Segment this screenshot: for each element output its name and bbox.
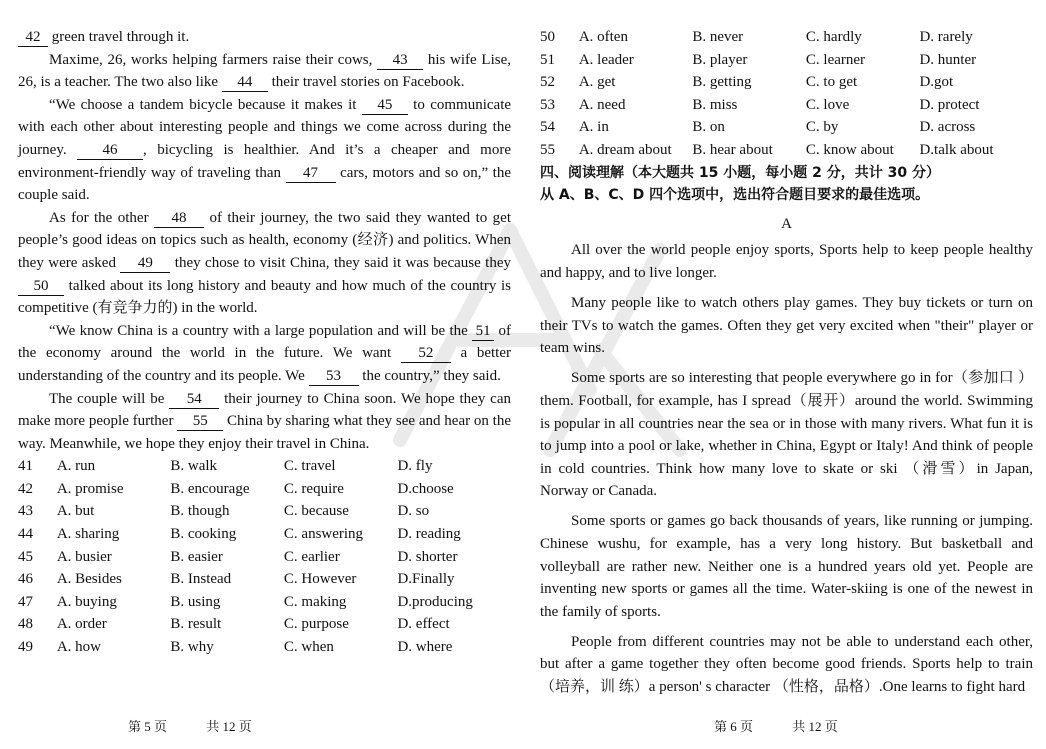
reading-paragraph: Many people like to watch others play games. They buy tickets or turn on their TVs to watch the games. Often they get very excited when "their" player or team wins. bbox=[540, 295, 1033, 357]
option-number: 54 bbox=[540, 119, 555, 136]
left-page bbox=[18, 26, 511, 659]
option-d: D.choose bbox=[397, 480, 454, 497]
option-c: C. hardly bbox=[805, 29, 862, 45]
option-a: A. busier bbox=[56, 548, 112, 565]
blank-45: 45 bbox=[362, 97, 408, 115]
option-d: D. hunter bbox=[919, 51, 977, 68]
footer-left bbox=[128, 716, 252, 735]
option-row bbox=[540, 116, 1033, 139]
option-row bbox=[540, 49, 1033, 72]
passage-line-first: 42 green travel through it. bbox=[18, 26, 511, 49]
passage-paragraph-2: “We choose a tandem bicycle because it makes it 45 to communicate with each other about interesting people and things we come across during the journey. 46 , bicycling is healthier. And it’s a cheaper and more environment-friendly way of traveling than 47 cars, motors and so on,” the couple said. bbox=[18, 96, 512, 204]
option-c: C. making bbox=[283, 593, 347, 610]
option-d: D. fly bbox=[397, 458, 433, 475]
section-instructions: 从 A、B、C、D 四个选项中，选出符合题目要求的最佳选项。 bbox=[540, 187, 930, 204]
option-d: D. protect bbox=[919, 96, 980, 113]
blank-47: 47 bbox=[286, 165, 336, 183]
option-d: D. effect bbox=[397, 616, 450, 633]
passage-paragraph-1: Maxime, 26, works helping farmers raise their cows, 43 his wife Lise, 26, is a teacher. The two also like 44 their travel stories on Facebook. bbox=[18, 51, 511, 91]
option-b: B. though bbox=[170, 503, 230, 520]
option-c: C. love bbox=[805, 96, 850, 113]
answer-options-50-55 bbox=[540, 26, 1033, 162]
passage-paragraph-4: “We know China is a country with a large population and will be the 51 of the economy around the world in the future. We want 52 a better understanding of the country and its people. We 53 the country,” they said. bbox=[18, 322, 512, 384]
option-a: A. promise bbox=[56, 480, 124, 497]
option-c: C. to get bbox=[805, 74, 858, 91]
option-a: A. how bbox=[56, 639, 101, 656]
option-d: D. shorter bbox=[397, 548, 458, 565]
option-number: 53 bbox=[540, 96, 555, 113]
reading-paragraph: Some sports are so interesting that people everywhere go in for（参加口 ） them. Football, for example, has I spread（展开）around the world. Swimming is popular in all countries near the sea or in those with many rivers. What fun it is to jump into a pool or lake, whether in China, Egypt or Italy! And think of people in cold countries. Think how many love to skate or ski （滑雪）in Japan, Norway or Canada. bbox=[540, 370, 1033, 500]
passage-paragraph-5: The couple will be 54 their journey to China soon. We hope they can make more people further 55 China by sharing what they see and hear on the way. Meanwhile, we hope they enjoy their travel in China. bbox=[18, 390, 511, 452]
option-number: 44 bbox=[18, 526, 33, 543]
option-b: B. result bbox=[170, 616, 222, 633]
option-b: B. player bbox=[692, 51, 748, 68]
option-a: A. need bbox=[578, 96, 626, 113]
blank-54: 54 bbox=[169, 391, 219, 409]
option-a: A. often bbox=[578, 29, 628, 45]
option-c: C. purpose bbox=[283, 616, 349, 633]
page-total: 共 12 页 bbox=[206, 719, 252, 734]
page-total: 共 12 页 bbox=[792, 719, 838, 734]
option-d: D.producing bbox=[397, 593, 473, 610]
option-a: A. dream about bbox=[578, 141, 672, 158]
option-b: B. walk bbox=[170, 458, 218, 475]
option-row bbox=[18, 636, 511, 659]
option-number: 46 bbox=[18, 571, 33, 588]
blank-52: 52 bbox=[401, 345, 451, 363]
option-b: B. Instead bbox=[170, 571, 232, 588]
blank-44: 44 bbox=[222, 74, 268, 92]
option-c: C. know about bbox=[805, 141, 894, 158]
option-b: B. using bbox=[170, 593, 221, 610]
blank-51: 51 bbox=[472, 323, 494, 341]
option-row bbox=[540, 26, 1033, 49]
blank-53: 53 bbox=[309, 368, 359, 386]
option-row bbox=[18, 568, 511, 591]
option-a: A. leader bbox=[578, 51, 634, 68]
option-number: 47 bbox=[18, 593, 33, 610]
option-b: B. why bbox=[170, 639, 214, 656]
reading-paragraph: All over the world people enjoy sports, Sports help to keep people healthy and happy, and to live longer. bbox=[540, 242, 1033, 281]
option-row bbox=[540, 94, 1033, 117]
option-row bbox=[18, 523, 511, 546]
option-b: B. hear about bbox=[692, 141, 773, 158]
footer-right bbox=[714, 716, 838, 735]
option-d: D. where bbox=[397, 639, 453, 656]
option-number: 48 bbox=[18, 616, 33, 633]
option-c: C. require bbox=[283, 480, 344, 497]
option-b: B. on bbox=[692, 119, 725, 136]
option-row bbox=[540, 139, 1033, 162]
option-c: C. by bbox=[805, 119, 839, 136]
blank-46: 46 bbox=[77, 142, 143, 160]
blank-49: 49 bbox=[120, 255, 170, 273]
option-c: C. when bbox=[283, 639, 334, 656]
blank-55: 55 bbox=[177, 413, 223, 431]
option-b: B. miss bbox=[692, 96, 738, 113]
option-row bbox=[18, 478, 511, 501]
reading-paragraph: People from different countries may not be able to understand each other, but after a game together they often become good friends. Sports help to train（培养，训 练）a person' s character （性格，品格）.One learns to fight hard bbox=[540, 633, 1033, 696]
option-d: D. rarely bbox=[919, 29, 973, 45]
blank-43: 43 bbox=[377, 52, 423, 70]
passage-label: A bbox=[781, 215, 792, 232]
option-a: A. buying bbox=[56, 593, 117, 610]
option-row bbox=[18, 500, 511, 523]
option-c: C. learner bbox=[805, 51, 866, 68]
reading-paragraph: Some sports or games go back thousands of years, like running or jumping. Chinese wushu, for example, has a very long history. But basketball and volleyball are rather new. Neither one is a hundred years old yet. People are inventing new sports or games all the time. Water-skiing is one of the newest in the family of sports. bbox=[540, 513, 1033, 620]
blank-42: 42 bbox=[18, 29, 48, 47]
option-number: 42 bbox=[18, 480, 33, 497]
option-b: B. encourage bbox=[170, 480, 250, 497]
page-number: 第 5 页 bbox=[128, 719, 168, 734]
section-title: 四、阅读理解（本大题共 15 小题，每小题 2 分，共计 30 分） bbox=[540, 164, 940, 181]
option-d: D. reading bbox=[397, 526, 461, 543]
option-row bbox=[18, 591, 511, 614]
option-a: A. order bbox=[56, 616, 107, 633]
option-c: C. travel bbox=[283, 458, 336, 475]
option-number: 45 bbox=[18, 548, 33, 565]
passage-paragraph-3: As for the other 48 of their journey, the two said they wanted to get people’s good ideas on topics such as health, economy (经济) and politics. When they were asked 49 they chose to visit China, they said it was because they 50 talked about its long history and beauty and how much of the country is competitive (有竞争力的) in the world. bbox=[18, 209, 512, 317]
option-number: 43 bbox=[18, 503, 33, 520]
option-number: 52 bbox=[540, 74, 555, 91]
option-number: 41 bbox=[18, 458, 33, 475]
option-number: 51 bbox=[540, 51, 555, 68]
option-number: 50 bbox=[540, 29, 555, 45]
right-page bbox=[540, 26, 1033, 706]
option-b: B. never bbox=[692, 29, 744, 45]
option-a: A. run bbox=[56, 458, 96, 475]
option-row bbox=[18, 546, 511, 569]
option-d: D. across bbox=[919, 119, 976, 136]
option-row bbox=[18, 613, 511, 636]
option-d: D.talk about bbox=[919, 141, 994, 158]
option-c: C. because bbox=[283, 503, 349, 520]
blank-50: 50 bbox=[18, 278, 64, 296]
option-a: A. get bbox=[578, 74, 616, 91]
option-a: A. but bbox=[56, 503, 95, 520]
option-d: D.Finally bbox=[397, 571, 455, 588]
option-number: 55 bbox=[540, 141, 555, 158]
option-c: C. However bbox=[283, 571, 357, 588]
option-a: A. in bbox=[578, 119, 609, 136]
option-b: B. getting bbox=[692, 74, 752, 91]
option-b: B. easier bbox=[170, 548, 223, 565]
option-a: A. sharing bbox=[56, 526, 120, 543]
option-d: D.got bbox=[919, 74, 954, 91]
option-a: A. Besides bbox=[56, 571, 122, 588]
option-c: C. answering bbox=[283, 526, 364, 543]
option-number: 49 bbox=[18, 639, 33, 656]
answer-options-41-49 bbox=[18, 455, 511, 658]
option-c: C. earlier bbox=[283, 548, 340, 565]
option-b: B. cooking bbox=[170, 526, 237, 543]
page-number: 第 6 页 bbox=[714, 719, 754, 734]
option-d: D. so bbox=[397, 503, 430, 520]
option-row bbox=[18, 455, 511, 478]
reading-passage-a bbox=[540, 239, 1033, 698]
option-row bbox=[540, 71, 1033, 94]
blank-48: 48 bbox=[154, 210, 204, 228]
